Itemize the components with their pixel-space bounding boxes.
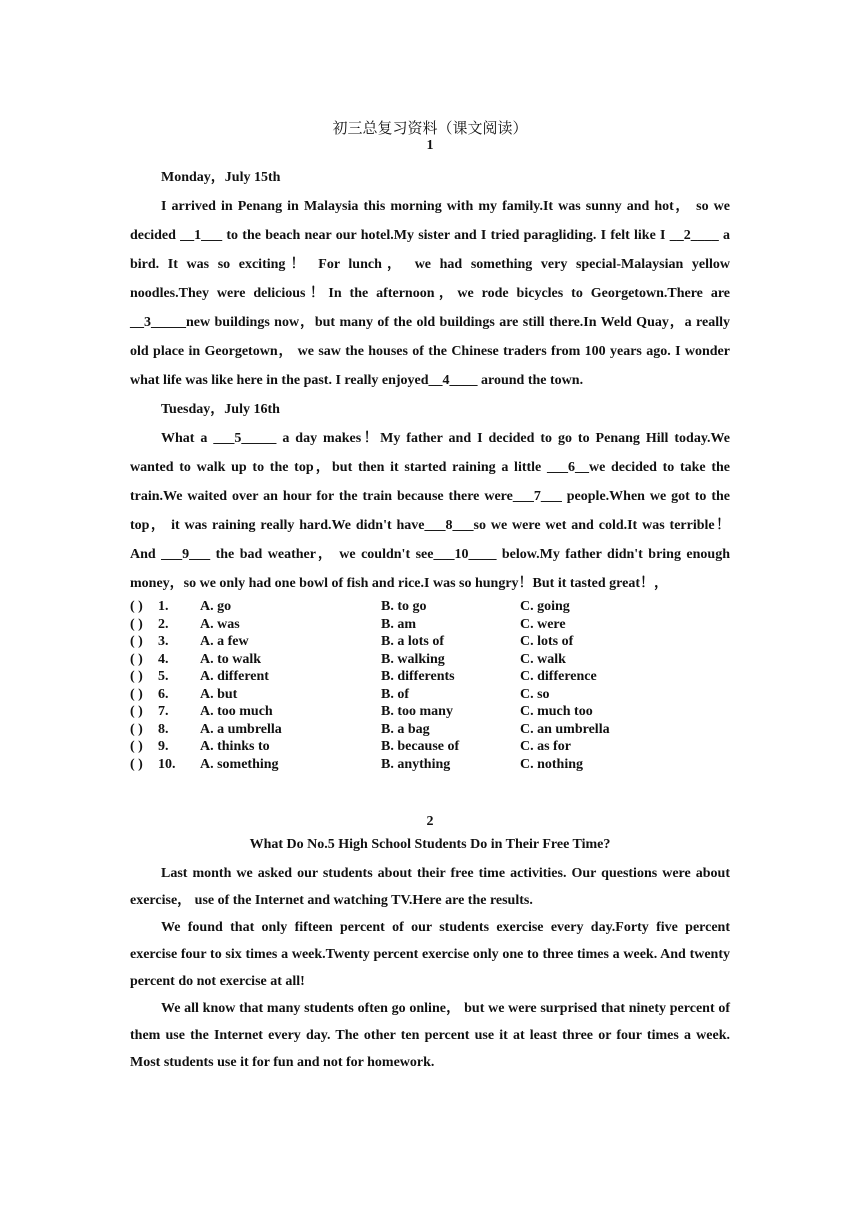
document-page [130, 119, 730, 1076]
section-2-paragraph: We all know that many students often go online， but we were surprised that ninety percent of them use the Internet every day. The other ten percent use it at least three or four times a week. Most students use it for fun and not for homework. [130, 1001, 730, 1070]
option-a: A. different [200, 669, 269, 684]
question-list [130, 598, 730, 773]
question-number: 3. [158, 634, 169, 649]
question-row [130, 616, 730, 634]
section-2-paragraph: We found that only fifteen percent of our students exercise every day.Forty five percent exercise four to six times a week.Twenty percent exercise only one to three times a week. And twenty percent do not exercise at all! [130, 920, 730, 989]
option-b: B. a lots of [381, 634, 444, 649]
option-b: B. of [381, 686, 409, 702]
option-b: B. anything [381, 756, 451, 772]
question-row [130, 703, 730, 721]
answer-blank[interactable]: ( ) [130, 651, 143, 667]
option-c: C. were [520, 616, 566, 632]
option-a: A. a umbrella [200, 721, 282, 737]
answer-blank[interactable]: ( ) [130, 721, 143, 737]
answer-blank[interactable]: ( ) [130, 739, 143, 754]
option-a: A. too much [200, 704, 273, 719]
option-c: C. difference [520, 669, 597, 684]
option-b: B. too many [381, 704, 453, 719]
question-row [130, 633, 730, 651]
section-1-number: 1 [426, 138, 434, 153]
option-c: C. going [520, 599, 570, 614]
question-number: 2. [158, 616, 169, 632]
question-row [130, 738, 730, 756]
question-number: 8. [158, 721, 169, 737]
option-b: B. am [381, 616, 416, 632]
option-b: B. to go [381, 599, 427, 614]
day2-date: Tuesday，July 16th [161, 402, 280, 417]
question-row [130, 668, 730, 686]
day1-passage: I arrived in Penang in Malaysia this morning with my family.It was sunny and hot， so we decided __1___ to the beach near our hotel.My sister and I tried paragliding. I felt like I __2____ a bird. It was so exciting！ For lunch， we had something very special-Malaysian yellow noodles.They were delicious！In the afternoon，we rode bicycles to Georgetown.There are __3_____new buildings now，but many of the old buildings are still there.In Weld Quay，a really old place in Georgetown， we saw the houses of the Chinese traders from 100 years ago. I wonder what life was like here in the past. I really enjoyed__4____ around the town. [130, 199, 730, 388]
option-a: A. something [200, 756, 279, 772]
section-2-title: What Do No.5 High School Students Do in Their Free Time? [249, 837, 611, 852]
question-number: 7. [158, 704, 169, 719]
section-2-paragraph: Last month we asked our students about their free time activities. Our questions were about exercise， use of the Internet and watching TV.Here are the results. [130, 866, 730, 908]
question-number: 10. [158, 756, 176, 772]
option-c: C. an umbrella [520, 721, 610, 737]
question-number: 4. [158, 651, 169, 667]
answer-blank[interactable]: ( ) [130, 756, 143, 772]
question-row [130, 598, 730, 616]
answer-blank[interactable]: ( ) [130, 704, 143, 719]
option-a: A. go [200, 599, 232, 614]
option-c: C. much too [520, 704, 593, 719]
question-row [130, 756, 730, 774]
option-c: C. as for [520, 739, 571, 754]
option-a: A. was [200, 616, 240, 632]
option-b: B. differents [381, 669, 455, 684]
question-number: 6. [158, 686, 169, 702]
day1-date: Monday，July 15th [161, 170, 281, 185]
option-a: A. thinks to [200, 739, 270, 754]
question-row [130, 721, 730, 739]
answer-blank[interactable]: ( ) [130, 669, 143, 684]
question-row [130, 651, 730, 669]
section-2-number: 2 [426, 814, 434, 829]
page-title: 初三总复习资料（课文阅读） [332, 119, 528, 137]
option-a: A. to walk [200, 651, 262, 667]
answer-blank[interactable]: ( ) [130, 599, 143, 614]
question-number: 9. [158, 739, 169, 754]
option-c: C. lots of [520, 634, 574, 649]
option-c: C. nothing [520, 756, 584, 772]
option-b: B. because of [381, 739, 460, 754]
question-number: 5. [158, 669, 169, 684]
answer-blank[interactable]: ( ) [130, 616, 143, 632]
question-number: 1. [158, 599, 169, 614]
option-b: B. walking [381, 651, 445, 667]
question-row [130, 686, 730, 704]
option-c: C. so [520, 686, 550, 702]
answer-blank[interactable]: ( ) [130, 634, 143, 649]
option-a: A. but [200, 686, 238, 702]
option-c: C. walk [520, 651, 566, 667]
day2-passage: What a ___5_____ a day makes！My father and I decided to go to Penang Hill today.We wanted to walk up to the top，but then it started raining a little ___6__we decided to take the train.We waited over an hour for the train because there were___7___ people.When we got to the top， it was raining really hard.We didn't have___8___so we were wet and cold.It was terrible！ And ___9___ the bad weather， we couldn't see___10____ below.My father didn't bring enough money，so we only had one bowl of fish and rice.I was so hungry！But it tasted great！， [130, 431, 730, 591]
option-a: A. a few [200, 634, 249, 649]
option-b: B. a bag [381, 721, 430, 737]
answer-blank[interactable]: ( ) [130, 686, 143, 702]
